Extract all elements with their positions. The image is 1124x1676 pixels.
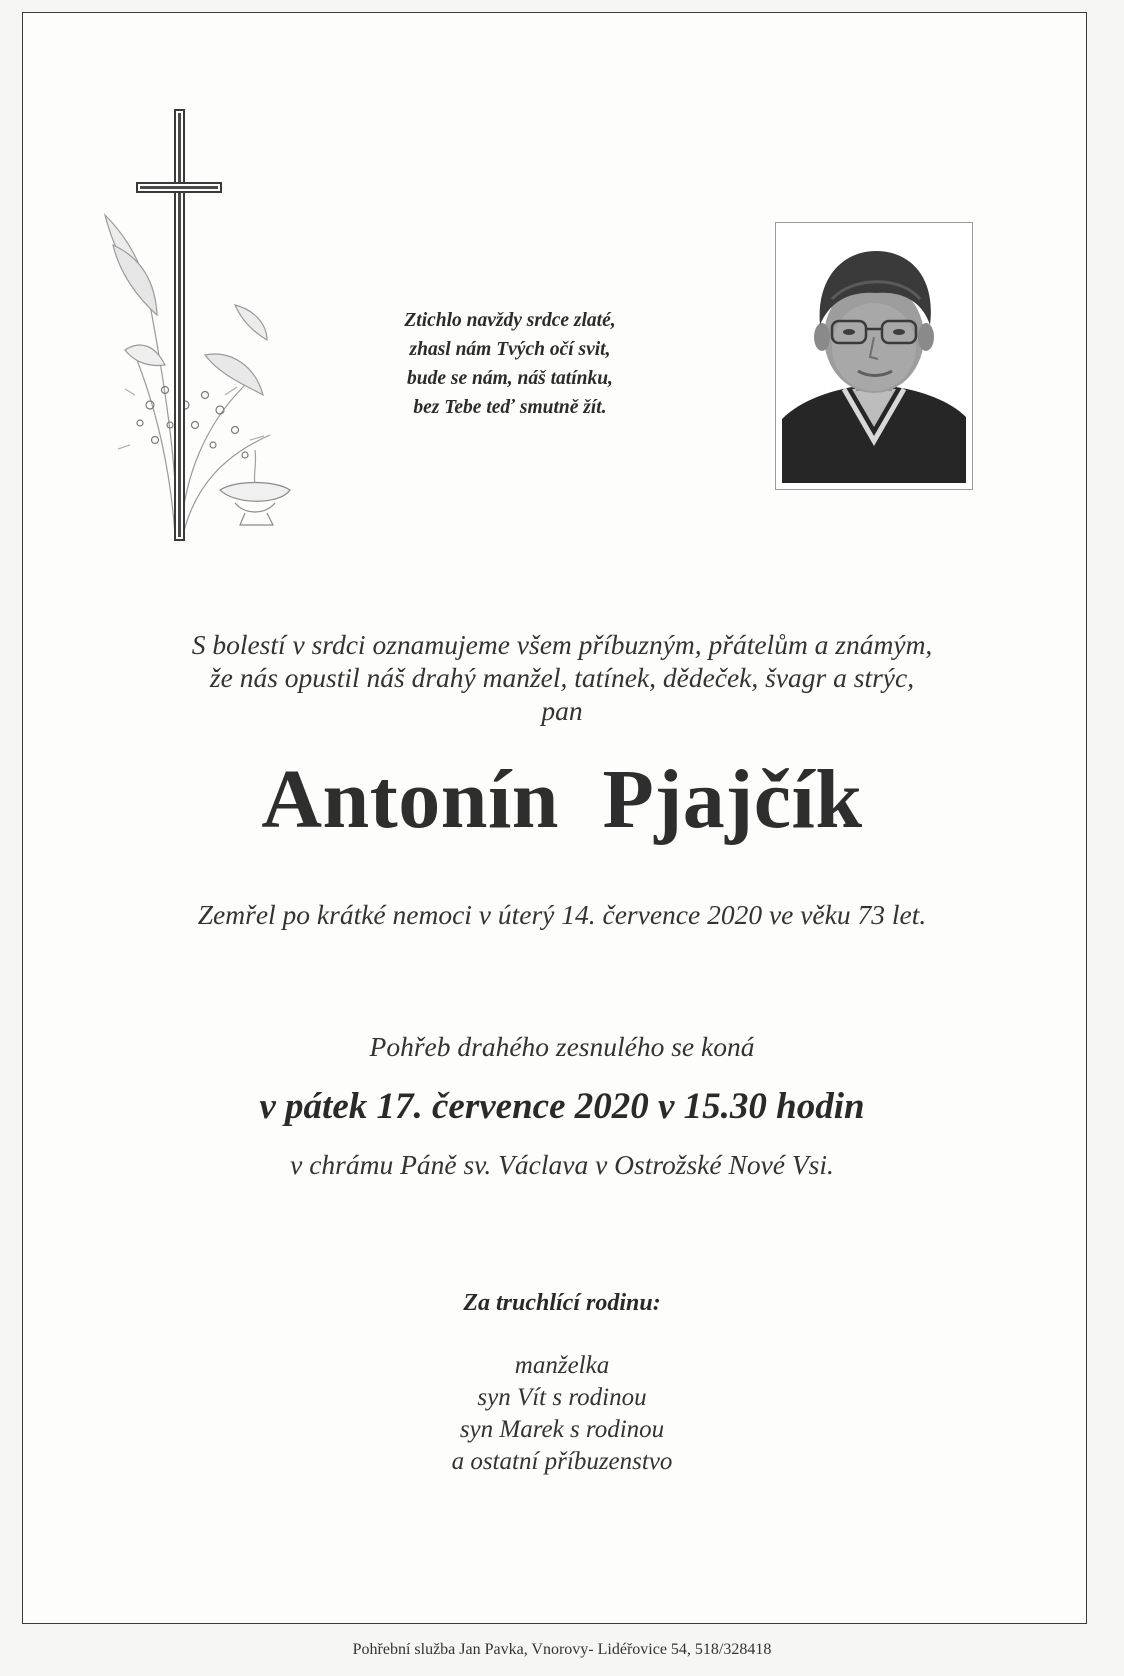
family-member: a ostatní příbuzenstvo <box>451 1448 673 1475</box>
announcement-line: že nás opustil náš drahý manžel, tatínek, dědeček, švagr a strýc, <box>209 662 915 693</box>
death-notice: Zemřel po krátké nemoci v úterý 14. července 2020 ve věku 73 let. <box>197 899 927 930</box>
family-member: manželka <box>514 1352 610 1379</box>
poem-line: bude se nám, náš tatínku, <box>407 368 613 389</box>
funeral-date-time: v pátek 17. července 2020 v 15.30 hodin <box>259 1086 865 1127</box>
announcement <box>0 628 1124 727</box>
poem-line: zhasl nám Tvých očí svit, <box>409 339 611 360</box>
announcement-line: pan <box>541 695 583 726</box>
first-name: Antonín <box>261 753 560 846</box>
last-name: Pjajčík <box>602 753 863 846</box>
lily-bouquet-icon <box>105 215 290 535</box>
cross-icon <box>137 110 221 540</box>
family-list <box>0 1350 1124 1478</box>
poem-line: Ztichlo navždy srdce zlaté, <box>404 310 616 331</box>
family-member: syn Marek s rodinou <box>459 1416 665 1443</box>
poem-line: bez Tebe teď smutně žít. <box>413 397 607 418</box>
announcement-line: S bolestí v srdci oznamujeme všem příbuzným, přátelům a známým, <box>191 629 933 660</box>
funeral-intro: Pohřeb drahého zesnulého se koná <box>369 1031 755 1062</box>
funeral-place: v chrámu Páně sv. Václava v Ostrožské Nové Vsi. <box>290 1149 834 1180</box>
family-member: syn Vít s rodinou <box>477 1384 647 1411</box>
portrait-photo-frame <box>775 222 973 490</box>
portrait-photo <box>782 229 966 483</box>
family-title: Za truchlící rodinu: <box>463 1290 661 1316</box>
deceased-name <box>0 755 1124 845</box>
poem <box>360 306 660 422</box>
funeral-service-footer: Pohřební služba Jan Pavka, Vnorovy- Lidéřovice 54, 518/328418 <box>352 1641 772 1658</box>
cross-lily-decoration <box>95 105 335 575</box>
